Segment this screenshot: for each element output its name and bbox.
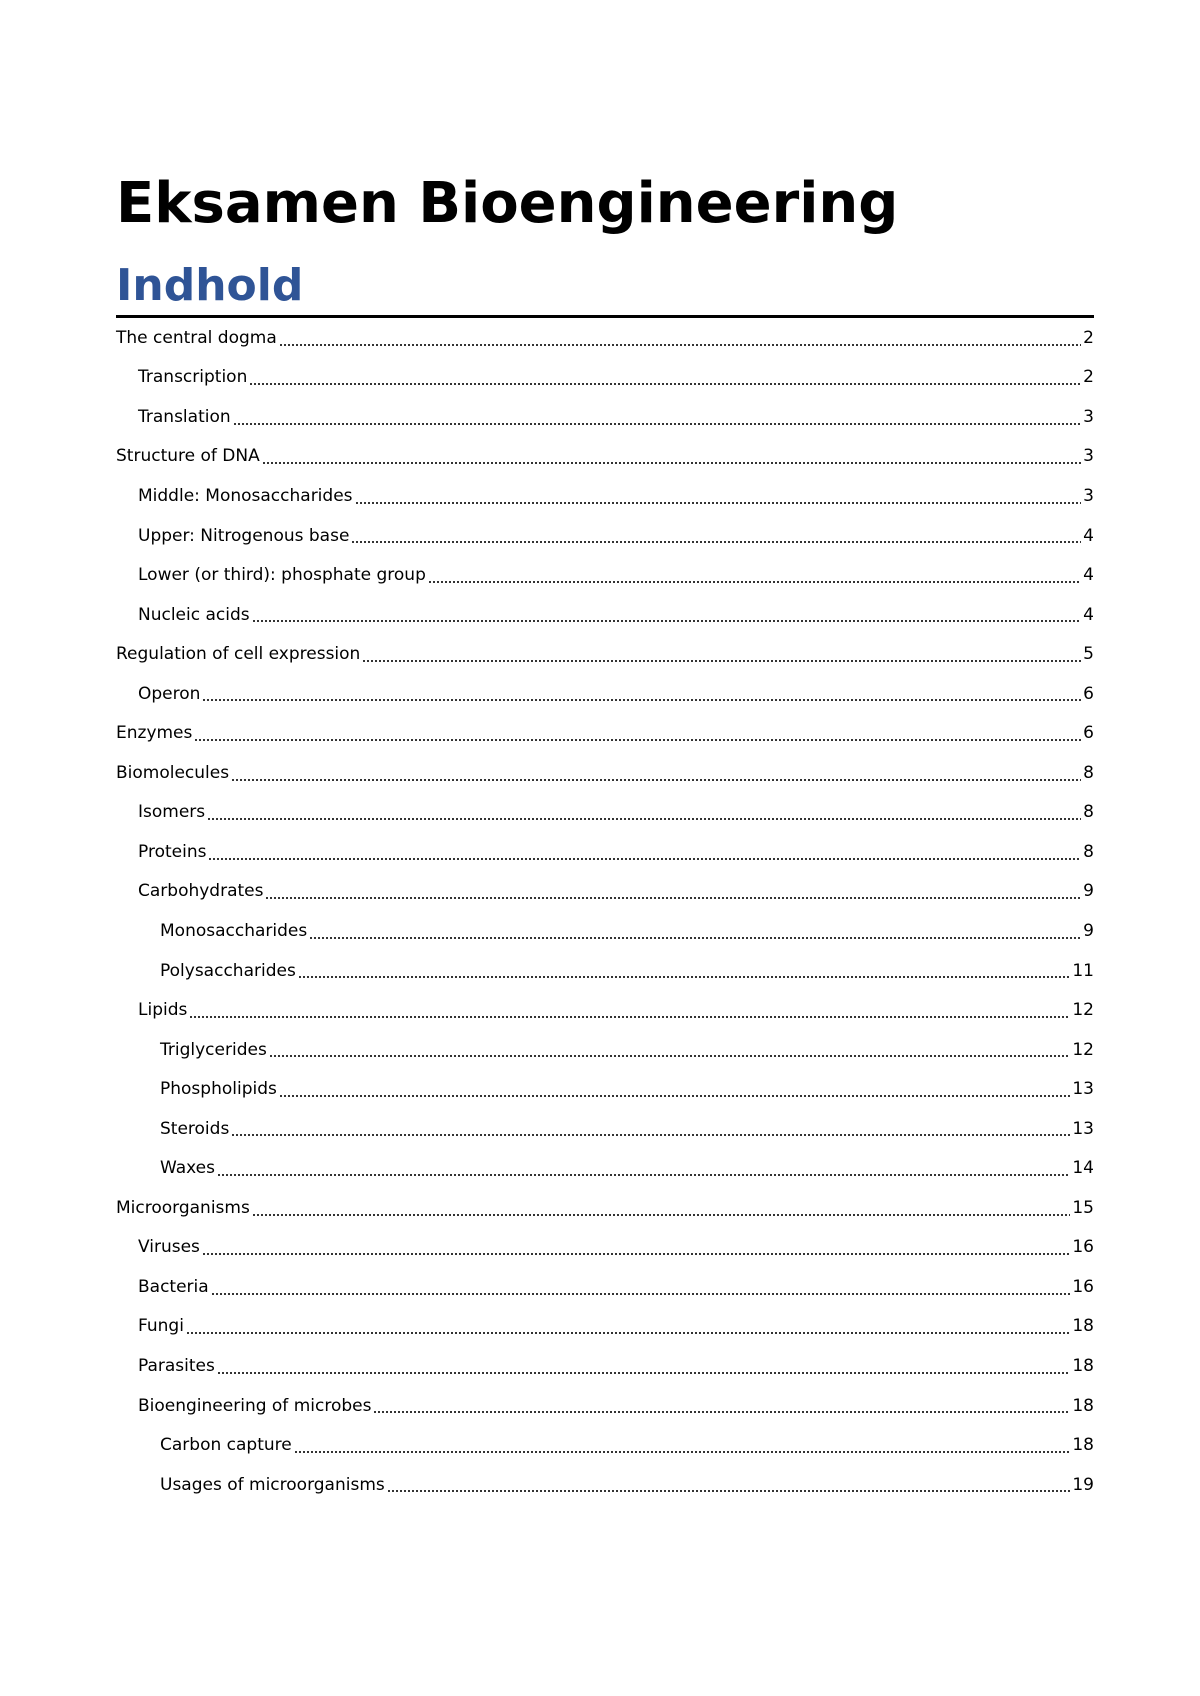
toc-entry[interactable] <box>116 358 1094 398</box>
toc-entry[interactable] <box>116 1425 1094 1465</box>
toc-dot-leader <box>231 769 1081 785</box>
toc-dot-leader <box>207 808 1081 824</box>
toc-entry-page-number: 3 <box>1083 446 1094 467</box>
toc-entry-page-number: 16 <box>1072 1237 1094 1258</box>
toc-entry-page-number: 18 <box>1072 1435 1094 1456</box>
toc-dot-leader <box>428 571 1081 587</box>
toc-entry-page-number: 18 <box>1072 1355 1094 1376</box>
toc-dot-leader <box>252 1204 1071 1220</box>
toc-dot-leader <box>249 373 1081 389</box>
toc-entry-page-number: 9 <box>1083 920 1094 941</box>
toc-entry[interactable] <box>116 595 1094 635</box>
toc-entry-page-number: 13 <box>1072 1118 1094 1139</box>
toc-entry-page-number: 8 <box>1083 762 1094 783</box>
toc-entry[interactable] <box>116 990 1094 1030</box>
toc-entry-label: Fungi <box>138 1316 184 1337</box>
toc-entry-page-number: 3 <box>1083 485 1094 506</box>
toc-dot-leader <box>217 1164 1070 1180</box>
toc-entry[interactable] <box>116 516 1094 556</box>
toc-entry-label: Nucleic acids <box>138 604 250 625</box>
toc-entry-page-number: 6 <box>1083 683 1094 704</box>
toc-entry-label: Monosaccharides <box>160 920 308 941</box>
toc-entry-page-number: 4 <box>1083 604 1094 625</box>
toc-entry-label: Carbohydrates <box>138 881 264 902</box>
toc-entry[interactable] <box>116 674 1094 714</box>
toc-entry-page-number: 16 <box>1072 1276 1094 1297</box>
toc-entry[interactable] <box>116 1307 1094 1347</box>
toc-entry[interactable] <box>116 1228 1094 1268</box>
toc-entry-page-number: 5 <box>1083 644 1094 665</box>
toc-entry-label: Polysaccharides <box>160 960 296 981</box>
toc-entry[interactable] <box>116 713 1094 753</box>
toc-entry[interactable] <box>116 318 1094 358</box>
table-of-contents <box>116 318 1094 1504</box>
toc-entry[interactable] <box>116 753 1094 793</box>
document-title: Eksamen Bioengineering <box>116 171 899 236</box>
toc-entry-label: Translation <box>138 406 231 427</box>
toc-entry-label: Bacteria <box>138 1276 209 1297</box>
toc-dot-leader <box>355 492 1082 508</box>
toc-entry-page-number: 11 <box>1072 960 1094 981</box>
toc-entry-page-number: 15 <box>1072 1197 1094 1218</box>
toc-entry-page-number: 18 <box>1072 1395 1094 1416</box>
toc-entry[interactable] <box>116 872 1094 912</box>
toc-entry[interactable] <box>116 1465 1094 1505</box>
toc-dot-leader <box>279 334 1081 350</box>
toc-entry[interactable] <box>116 1267 1094 1307</box>
toc-dot-leader <box>265 887 1081 903</box>
toc-entry-page-number: 14 <box>1072 1158 1094 1179</box>
toc-entry-label: Usages of microorganisms <box>160 1474 385 1495</box>
toc-entry-page-number: 3 <box>1083 406 1094 427</box>
toc-entry[interactable] <box>116 1069 1094 1109</box>
toc-entry[interactable] <box>116 437 1094 477</box>
toc-entry-page-number: 8 <box>1083 841 1094 862</box>
toc-entry-label: Lipids <box>138 1000 188 1021</box>
toc-entry-label: Regulation of cell expression <box>116 644 361 665</box>
toc-entry[interactable] <box>116 911 1094 951</box>
toc-entry[interactable] <box>116 832 1094 872</box>
toc-entry-page-number: 18 <box>1072 1316 1094 1337</box>
toc-dot-leader <box>211 1283 1071 1299</box>
toc-dot-leader <box>309 927 1081 943</box>
toc-entry-label: Triglycerides <box>160 1039 267 1060</box>
toc-entry[interactable] <box>116 476 1094 516</box>
toc-dot-leader <box>186 1322 1070 1338</box>
toc-entry[interactable] <box>116 951 1094 991</box>
toc-entry-label: The central dogma <box>116 327 277 348</box>
toc-entry[interactable] <box>116 1346 1094 1386</box>
toc-entry-label: Parasites <box>138 1355 215 1376</box>
toc-entry-label: Bioengineering of microbes <box>138 1395 372 1416</box>
toc-entry[interactable] <box>116 1148 1094 1188</box>
toc-entry[interactable] <box>116 397 1094 437</box>
toc-entry-page-number: 4 <box>1083 565 1094 586</box>
toc-entry-label: Isomers <box>138 802 206 823</box>
toc-entry-label: Microorganisms <box>116 1197 250 1218</box>
toc-entry[interactable] <box>116 634 1094 674</box>
toc-entry-page-number: 19 <box>1072 1474 1094 1495</box>
toc-dot-leader <box>231 1124 1070 1140</box>
toc-entry-page-number: 4 <box>1083 525 1094 546</box>
toc-entry-label: Middle: Monosaccharides <box>138 485 353 506</box>
toc-entry[interactable] <box>116 1030 1094 1070</box>
toc-dot-leader <box>189 1006 1070 1022</box>
toc-entry[interactable] <box>116 1386 1094 1426</box>
toc-dot-leader <box>252 610 1082 626</box>
toc-entry-page-number: 2 <box>1083 367 1094 388</box>
toc-entry-label: Carbon capture <box>160 1435 292 1456</box>
toc-entry[interactable] <box>116 1109 1094 1149</box>
toc-entry-label: Phospholipids <box>160 1079 277 1100</box>
toc-dot-leader <box>217 1362 1070 1378</box>
toc-entry[interactable] <box>116 1188 1094 1228</box>
toc-entry[interactable] <box>116 793 1094 833</box>
toc-entry-label: Viruses <box>138 1237 200 1258</box>
toc-dot-leader <box>298 966 1071 982</box>
toc-entry-page-number: 12 <box>1072 1000 1094 1021</box>
toc-dot-leader <box>233 413 1082 429</box>
toc-dot-leader <box>194 729 1081 745</box>
toc-entry[interactable] <box>116 555 1094 595</box>
toc-dot-leader <box>269 1045 1071 1061</box>
toc-heading: Indhold <box>116 260 304 311</box>
toc-dot-leader <box>262 452 1081 468</box>
toc-entry-label: Transcription <box>138 367 248 388</box>
toc-entry-page-number: 9 <box>1083 881 1094 902</box>
toc-dot-leader <box>208 848 1081 864</box>
toc-dot-leader <box>373 1401 1070 1417</box>
toc-dot-leader <box>387 1480 1071 1496</box>
toc-entry-page-number: 2 <box>1083 327 1094 348</box>
toc-entry-label: Lower (or third): phosphate group <box>138 565 426 586</box>
toc-entry-page-number: 13 <box>1072 1079 1094 1100</box>
toc-entry-page-number: 12 <box>1072 1039 1094 1060</box>
toc-entry-label: Operon <box>138 683 201 704</box>
toc-entry-label: Enzymes <box>116 723 193 744</box>
toc-entry-label: Structure of DNA <box>116 446 260 467</box>
toc-entry-label: Upper: Nitrogenous base <box>138 525 350 546</box>
toc-dot-leader <box>279 1085 1071 1101</box>
toc-dot-leader <box>351 531 1081 547</box>
toc-entry-label: Waxes <box>160 1158 215 1179</box>
toc-entry-page-number: 8 <box>1083 802 1094 823</box>
toc-dot-leader <box>202 1243 1070 1259</box>
toc-dot-leader <box>294 1441 1071 1457</box>
toc-entry-label: Proteins <box>138 841 207 862</box>
toc-dot-leader <box>362 650 1081 666</box>
toc-entry-label: Steroids <box>160 1118 230 1139</box>
toc-entry-page-number: 6 <box>1083 723 1094 744</box>
toc-entry-label: Biomolecules <box>116 762 230 783</box>
toc-dot-leader <box>202 689 1081 705</box>
